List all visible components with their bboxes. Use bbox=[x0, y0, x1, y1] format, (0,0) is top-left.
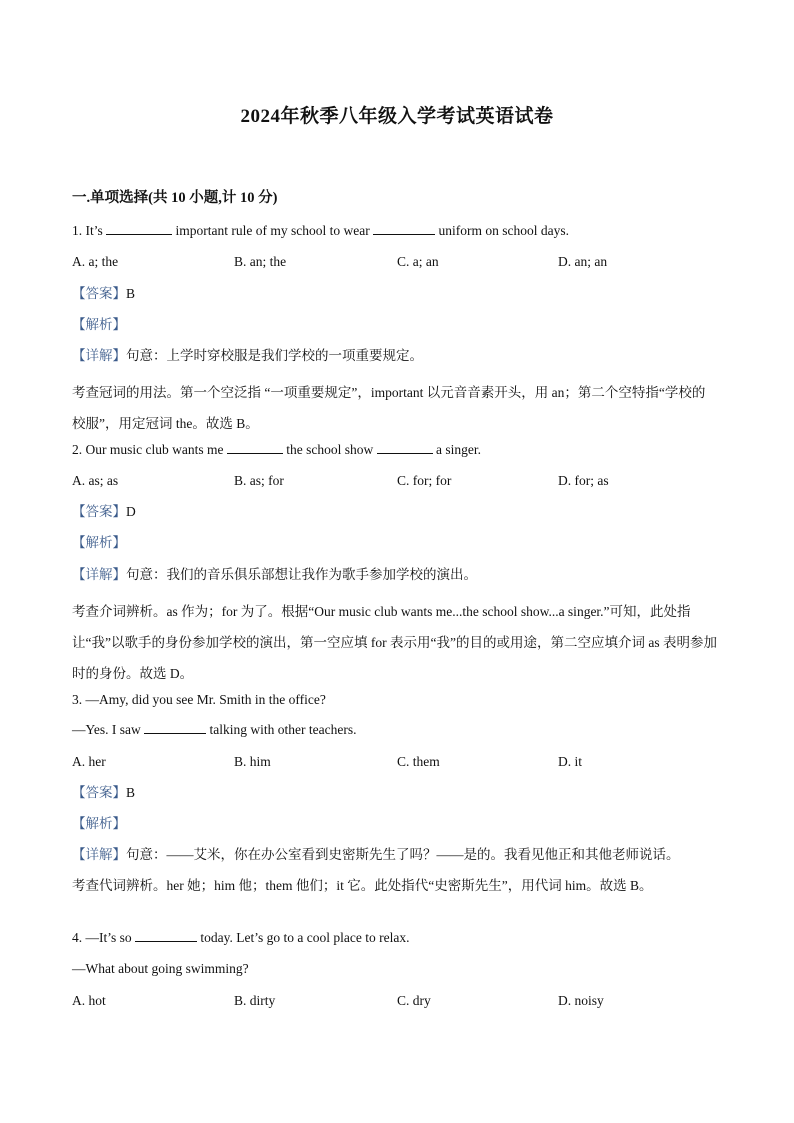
q3-analysis-label: 【解析】 bbox=[72, 816, 126, 831]
q3-option-a: A. her bbox=[72, 754, 106, 769]
q3-explanation: 考查代词辨析。her 她；him 他；them 他们；it 它。此处指代“史密斯先生”，用代词 him。故选 B。 bbox=[72, 878, 653, 893]
q2-detail: 句意：我们的音乐俱乐部想让我作为歌手参加学校的演出。 bbox=[126, 567, 477, 582]
q2-stem-part-2: the school show bbox=[282, 442, 377, 457]
question-3-stem-2 bbox=[72, 720, 356, 740]
q3-answer-line bbox=[72, 783, 135, 803]
question-4-stem-1 bbox=[72, 928, 409, 948]
answer-label: 【答案】 bbox=[72, 286, 126, 301]
q4-stem-part-2: today. Let’s go to a cool place to relax. bbox=[197, 930, 410, 945]
answer-blank bbox=[106, 222, 172, 235]
q1-option-c: C. a; an bbox=[397, 254, 439, 269]
q2-detail-line bbox=[72, 565, 477, 585]
q1-option-a: A. a; the bbox=[72, 254, 119, 269]
q2-option-b: B. as; for bbox=[234, 473, 284, 488]
q2-stem-part-1: 2. Our music club wants me bbox=[72, 442, 227, 457]
q1-stem-part-1: 1. It’s bbox=[72, 223, 107, 238]
q3-detail-line bbox=[72, 845, 680, 865]
q2-explanation: 考查介词辨析。as 作为；for 为了。根据“Our music club wants me...the school show...a singer.”可知，此处指让“我”以歌手的身份参加学校的演出，第一空应填 for 表示用“我”的目的或用途，第二空应填介词 as 表明参加时的身份。故选 D。 bbox=[72, 604, 717, 681]
answer-blank bbox=[135, 929, 197, 942]
detail-label: 【详解】 bbox=[72, 348, 126, 363]
question-2-stem bbox=[72, 440, 481, 460]
q4-stem-part-1: 4. —It’s so bbox=[72, 930, 136, 945]
q2-answer-line bbox=[72, 502, 136, 522]
answer-blank bbox=[227, 441, 283, 454]
q3-detail: 句意：——艾米，你在办公室看到史密斯先生了吗？——是的。我看见他正和其他老师说话。 bbox=[126, 847, 680, 862]
detail-label: 【详解】 bbox=[72, 567, 126, 582]
q2-analysis-label: 【解析】 bbox=[72, 535, 126, 550]
q3-stem-part-1: —Yes. I saw bbox=[72, 722, 145, 737]
q1-detail: 句意：上学时穿校服是我们学校的一项重要规定。 bbox=[126, 348, 423, 363]
q2-option-a: A. as; as bbox=[72, 473, 119, 488]
q1-stem-part-2: important rule of my school to wear bbox=[172, 223, 374, 238]
q2-option-d: D. for; as bbox=[558, 473, 609, 488]
q4-option-b: B. dirty bbox=[234, 993, 276, 1008]
question-4-stem-2: —What about going swimming? bbox=[72, 961, 249, 976]
q3-stem-part-2: talking with other teachers. bbox=[206, 722, 357, 737]
section-heading: 一.单项选择(共 10 小题,计 10 分) bbox=[72, 190, 278, 206]
q2-stem-part-3: a singer. bbox=[432, 442, 481, 457]
page-title: 2024年秋季八年级入学考试英语试卷 bbox=[240, 106, 554, 127]
q3-option-c: C. them bbox=[397, 754, 440, 769]
q3-option-d: D. it bbox=[558, 754, 583, 769]
q3-answer: B bbox=[126, 785, 136, 800]
q2-option-c: C. for; for bbox=[397, 473, 452, 488]
q3-option-b: B. him bbox=[234, 754, 271, 769]
answer-blank bbox=[373, 222, 435, 235]
q1-stem-part-3: uniform on school days. bbox=[435, 223, 569, 238]
q1-answer-line bbox=[72, 284, 135, 304]
q1-option-b: B. an; the bbox=[234, 254, 287, 269]
q4-option-a: A. hot bbox=[72, 993, 106, 1008]
q1-answer: B bbox=[126, 286, 136, 301]
q2-answer: D bbox=[126, 504, 136, 519]
q1-explanation: 考查冠词的用法。第一个空泛指 “一项重要规定”，important 以元音音素开头，用 an；第二个空特指“学校的校服”，用定冠词 the。故选 B。 bbox=[72, 385, 706, 431]
q4-option-d: D. noisy bbox=[558, 993, 604, 1008]
answer-blank bbox=[144, 721, 206, 734]
detail-label: 【详解】 bbox=[72, 847, 126, 862]
question-3-stem-1: 3. —Amy, did you see Mr. Smith in the office? bbox=[72, 692, 326, 707]
answer-label: 【答案】 bbox=[72, 785, 126, 800]
q4-option-c: C. dry bbox=[397, 993, 431, 1008]
question-1-stem bbox=[72, 221, 569, 241]
q1-analysis-label: 【解析】 bbox=[72, 317, 126, 332]
q1-option-d: D. an; an bbox=[558, 254, 608, 269]
answer-label: 【答案】 bbox=[72, 504, 126, 519]
q1-detail-line bbox=[72, 346, 423, 366]
answer-blank bbox=[377, 441, 433, 454]
